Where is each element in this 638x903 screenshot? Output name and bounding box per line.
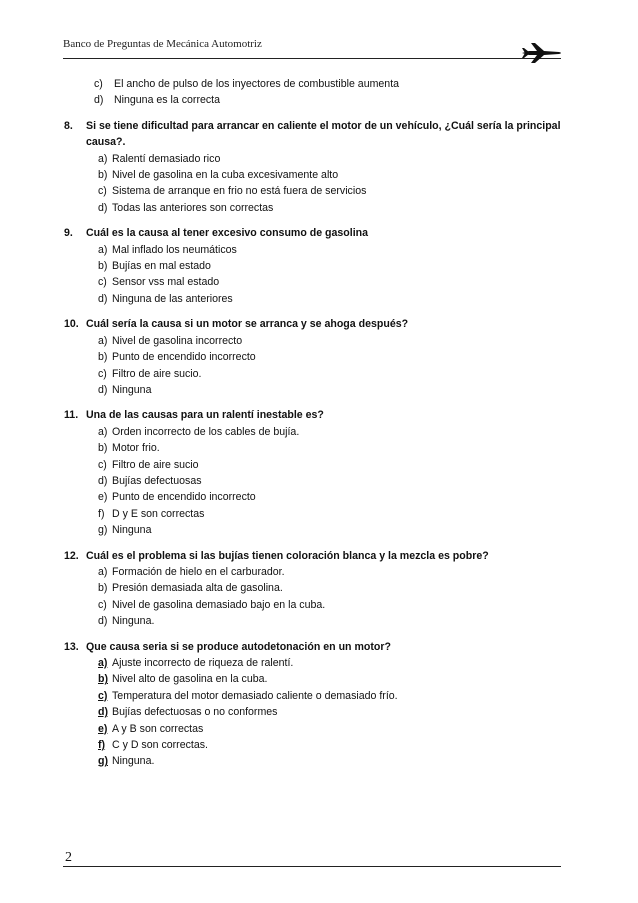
option-item — [78, 753, 568, 769]
option-item — [78, 522, 568, 538]
page-number: 2 — [65, 850, 72, 865]
question-text: Cuál sería la causa si un motor se arranca y se ahoga después? — [86, 318, 409, 331]
option-text: Presión demasiada alta de gasolina. — [112, 582, 283, 595]
option-letter: c) — [94, 78, 103, 90]
question-block — [64, 118, 568, 216]
option-letter: b) — [98, 673, 108, 686]
option-text: Ninguna de las anteriores — [112, 292, 233, 305]
option-item — [78, 424, 568, 440]
option-text: Filtro de aire sucio — [112, 458, 199, 471]
option-list — [78, 151, 568, 217]
option-item — [78, 704, 568, 720]
option-text: Sistema de arranque en frio no está fuera de servicios — [112, 185, 367, 198]
option-text: Punto de encendido incorrecto — [112, 491, 256, 504]
option-text: Temperatura del motor demasiado caliente o demasiado frío. — [112, 689, 398, 702]
option-text: Nivel de gasolina en la cuba excesivamente alto — [112, 169, 339, 182]
option-item — [78, 613, 568, 629]
option-letter: c) — [98, 458, 107, 471]
option-text: Orden incorrecto de los cables de bujía. — [112, 425, 300, 438]
question-heading — [64, 407, 568, 423]
option-text: Ninguna — [112, 524, 152, 537]
question-text: Una de las causas para un ralentí inestable es? — [86, 409, 324, 422]
option-item — [78, 183, 568, 199]
option-item — [78, 151, 568, 167]
option-item — [78, 721, 568, 737]
option-text: Formación de hielo en el carburador. — [112, 565, 285, 578]
option-item — [78, 200, 568, 216]
question-number: 9. — [64, 227, 73, 240]
option-letter: e) — [98, 722, 108, 735]
option-letter: b) — [98, 442, 108, 455]
option-letter: f) — [98, 739, 106, 752]
option-text: D y E son correctas — [112, 507, 205, 520]
question-block — [64, 316, 568, 398]
question-heading — [64, 548, 568, 564]
airplane-icon — [521, 42, 563, 64]
option-text: Nivel de gasolina incorrecto — [112, 334, 243, 347]
option-item — [78, 76, 568, 92]
footer-rule — [63, 866, 561, 867]
option-text: Ralentí demasiado rico — [112, 152, 221, 165]
option-letter: b) — [98, 169, 108, 182]
option-list — [78, 333, 568, 399]
option-letter: g) — [98, 755, 108, 768]
question-block — [64, 225, 568, 307]
option-item — [78, 688, 568, 704]
option-item — [78, 274, 568, 290]
option-text: C y D son correctas. — [112, 739, 208, 752]
option-text: Ninguna. — [112, 755, 155, 768]
question-heading — [64, 118, 568, 151]
question-number: 10. — [64, 318, 79, 331]
option-item — [78, 489, 568, 505]
option-letter: c) — [98, 689, 108, 702]
page-header — [63, 38, 561, 68]
option-text: Filtro de aire sucio. — [112, 367, 202, 380]
option-text: Ninguna es la correcta — [114, 94, 220, 107]
option-letter: a) — [98, 243, 108, 256]
option-letter: b) — [98, 260, 108, 273]
question-list — [64, 118, 568, 770]
question-heading — [64, 225, 568, 241]
option-letter: d) — [94, 94, 104, 107]
question-block — [64, 407, 568, 538]
question-block — [64, 639, 568, 770]
option-text: Ajuste incorrecto de riqueza de ralentí. — [112, 657, 294, 669]
option-list — [78, 564, 568, 630]
option-item — [78, 737, 568, 753]
option-text: Nivel alto de gasolina en la cuba. — [112, 673, 268, 686]
document-body — [64, 76, 568, 779]
option-letter: a) — [98, 334, 108, 347]
option-item — [78, 564, 568, 580]
option-letter: d) — [98, 706, 108, 719]
question-number: 12. — [64, 549, 79, 562]
option-letter: b) — [98, 582, 108, 595]
option-text: Bujías defectuosas — [112, 474, 202, 487]
option-item — [78, 349, 568, 365]
header-title: Banco de Preguntas de Mecánica Automotriz — [63, 38, 262, 50]
option-item — [78, 167, 568, 183]
option-list — [78, 424, 568, 539]
continued-options — [78, 76, 568, 109]
option-item — [78, 457, 568, 473]
option-item — [78, 92, 568, 108]
option-letter: d) — [98, 292, 108, 305]
option-letter: f) — [98, 507, 105, 520]
option-item — [78, 473, 568, 489]
option-list — [78, 655, 568, 770]
question-block — [64, 548, 568, 630]
option-text: Todas las anteriores son correctas — [112, 201, 274, 214]
option-text: Punto de encendido incorrecto — [112, 351, 256, 364]
option-letter: e) — [98, 491, 108, 504]
question-number: 13. — [64, 640, 79, 653]
option-letter: c) — [98, 598, 107, 611]
option-item — [78, 242, 568, 258]
header-rule — [63, 58, 561, 59]
option-letter: g) — [98, 524, 108, 537]
option-text: Sensor vss mal estado — [112, 276, 220, 289]
option-text: Motor frio. — [112, 442, 160, 455]
option-letter: a) — [98, 425, 108, 438]
option-letter: a) — [98, 657, 108, 669]
option-item — [78, 671, 568, 687]
option-item — [78, 440, 568, 456]
option-list — [78, 242, 568, 308]
option-item — [78, 291, 568, 307]
question-text: Cuál es la causa al tener excesivo consumo de gasolina — [86, 227, 369, 240]
option-letter: b) — [98, 351, 108, 364]
option-letter: d) — [98, 474, 108, 487]
option-letter: c) — [98, 276, 107, 289]
option-item — [78, 580, 568, 596]
question-text: Si se tiene dificultad para arrancar en caliente el motor de un vehículo, ¿Cuál sería la principal causa?. — [86, 119, 561, 149]
option-text: Ninguna. — [112, 615, 155, 628]
option-letter: d) — [98, 615, 108, 628]
option-text: El ancho de pulso de los inyectores de combustible aumenta — [114, 78, 400, 90]
option-text: A y B son correctas — [112, 722, 204, 735]
option-letter: d) — [98, 383, 108, 396]
option-item — [78, 258, 568, 274]
option-item — [78, 333, 568, 349]
option-text: Ninguna — [112, 383, 152, 396]
option-letter: a) — [98, 152, 108, 165]
question-number: 8. — [64, 119, 73, 132]
question-number: 11. — [64, 409, 79, 422]
option-letter: c) — [98, 185, 107, 198]
option-item — [78, 597, 568, 613]
option-text: Bujías en mal estado — [112, 260, 211, 273]
option-text: Mal inflado los neumáticos — [112, 243, 237, 256]
question-heading — [64, 639, 568, 655]
option-item — [78, 506, 568, 522]
question-text: Que causa seria si se produce autodetonación en un motor? — [86, 640, 391, 653]
option-letter: a) — [98, 565, 108, 578]
option-text: Nivel de gasolina demasiado bajo en la cuba. — [112, 598, 326, 611]
question-heading — [64, 316, 568, 332]
option-letter: c) — [98, 367, 107, 380]
option-letter: d) — [98, 201, 108, 214]
question-text: Cuál es el problema si las bujías tienen coloración blanca y la mezcla es pobre? — [86, 549, 489, 562]
option-item — [78, 655, 568, 671]
option-item — [78, 366, 568, 382]
option-text: Bujías defectuosas o no conformes — [112, 706, 278, 719]
option-item — [78, 382, 568, 398]
